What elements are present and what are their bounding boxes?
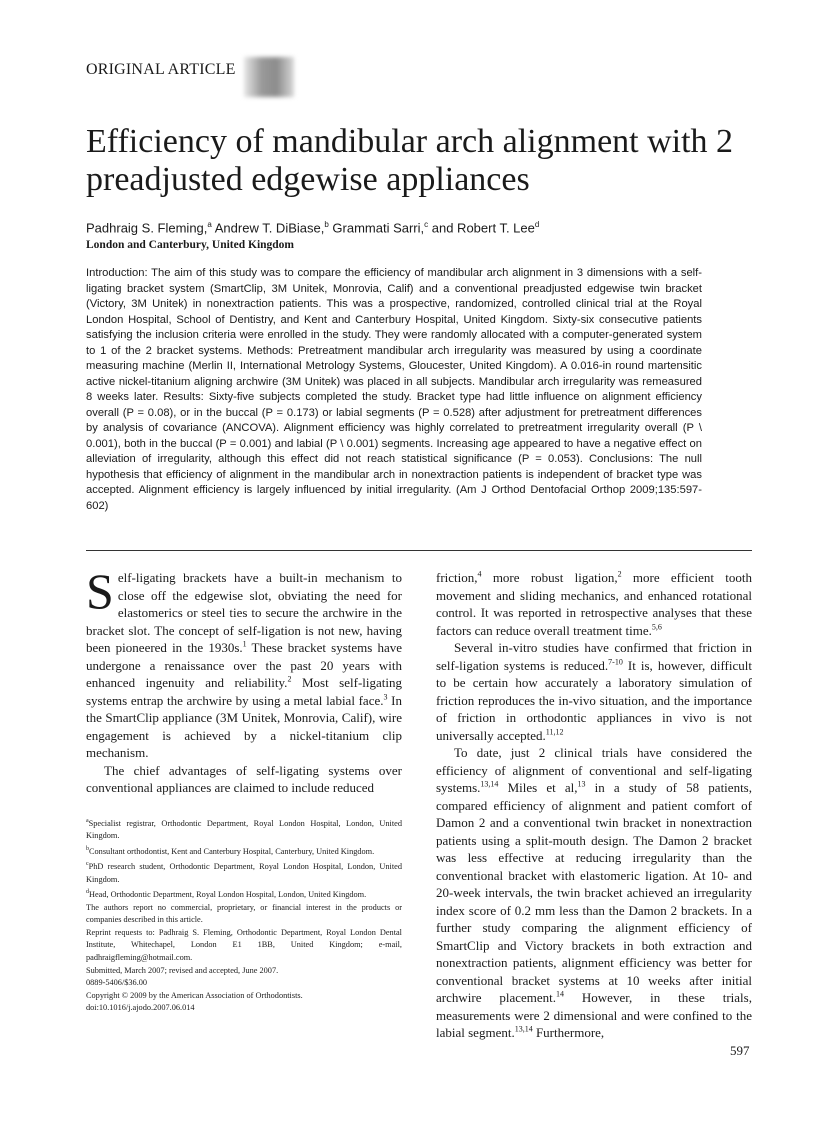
text-run: doi:10.1016/j.ajodo.2007.06.014 [86, 1003, 195, 1013]
body-paragraph [86, 563, 403, 762]
text-run: PhD research student, Orthodontic Department, Royal London Hospital, London, United Kingdom. [86, 862, 402, 884]
reference-marker: b [86, 845, 89, 852]
affiliation-marker: c [424, 220, 429, 229]
affiliation-marker: b [324, 220, 329, 229]
text-run: Specialist registrar, Orthodontic Department, Royal London Hospital, London, United Kingdom. [86, 818, 402, 841]
footnotes [86, 815, 402, 1015]
body-paragraph [86, 762, 402, 797]
text-run: 0889-5406/$36.00 [86, 978, 148, 988]
article-title: Efficiency of mandibular arch alignment with 2 preadjusted edgewise appliances [86, 123, 734, 198]
reference-marker: 2 [617, 569, 622, 579]
reference-marker: c [86, 861, 89, 868]
footnote [86, 886, 402, 901]
text-run: The chief advantages of self-ligating systems over conventional appliances are claimed to include reduced [86, 762, 402, 795]
reference-marker: 13 [577, 779, 586, 789]
abstract: Introduction: The aim of this study was to compare the efficiency of mandibular arch alignment in 3 dimensions with a self-ligating bracket system (SmartClip, 3M Unitek, Monrovia, Calif) and a conventional preadjusted edgewise twin bracket (Victory, 3M Unitek) in nonextraction patients. This was a prospective, randomized, controlled clinical trial at the Royal London Hospital, School of Dentistry, and Kent and Canterbury Hospital, United Kingdom. Sixty-six consecutive patients satisfying the inclusion criteria were enrolled in the study. They were randomly allocated with a computer-generated system to 1 of the 2 bracket systems. Methods: Pretreatment mandibular arch irregularity was measured by using a coordinate measuring machine (Merlin II, International Metrology Systems, Gloucester, United Kingdom). A 0.016-in round martensitic active nickel-titanium aligning archwire (3M Unitek) was placed in all subjects. Mandibular arch irregularity was remeasured 8 weeks later. Results: Sixty-five subjects completed the study. Bracket type had little influence on alignment efficiency overall (P = 0.08), or in the buccal (P = 0.173) or labial segments (P = 0.528) after adjustment for pretreatment differences by analysis of covariance (ANCOVA). Alignment efficiency was highly correlated to pretreatment irregularity overall (P \ 0.001), both in the buccal (P = 0.001) and labial (P \ 0.001) segments. Increasing age appeared to have a negative effect on alleviation of irregularity, although this effect did not reach statistical significance (P = 0.053). Conclusions: The null hypothesis that efficiency of alignment in the mandibular arch in nonextraction patients is independent of bracket type was accepted. Alignment efficiency is largely influenced by initial irregularity. (Am J Orthod Dentofacial Orthop 2009;135:597-602) [86, 267, 702, 512]
text-run: Several in-vitro studies have confirmed that friction in self-ligation systems is reduced. [436, 640, 752, 673]
author-name: Grammati Sarri, [328, 220, 425, 236]
affiliation-marker: d [534, 220, 540, 229]
text-run: Copyright © 2009 by the American Association of Orthodontists. [86, 990, 303, 1000]
body-paragraph [436, 569, 752, 639]
reference-marker: a [86, 818, 89, 824]
reference-marker: 14 [556, 989, 565, 999]
text-run: To date, just 2 clinical trials have considered the efficiency of alignment of conventional and self-ligating systems. [436, 745, 752, 795]
author-name: Padhraig S. Fleming, [86, 220, 208, 236]
text-run: Reprint requests to: Padhraig S. Fleming, Orthodontic Department, Royal London Dental Institute, Whitechapel, London E1 1BB, United Kingdom; e-mail, padhraigfleming@hotmail.com. [86, 927, 402, 962]
section-label: ORIGINAL ARTICLE [86, 61, 236, 78]
text-run: The authors report no commercial, proprietary, or financial interest in the products or companies described in this article. [86, 902, 402, 925]
text-run: friction, [436, 570, 478, 585]
text-run: more efficient tooth movement and sliding mechanics, and enhanced rotational control. It was reported in retrospective analyses that these factors can reduce overall treatment time. [436, 570, 752, 638]
text-run: Furthermore, [532, 1025, 605, 1040]
text-run: in a study of 58 patients, compared efficiency of alignment and patient comfort of Damon 2 and a conventional twin bracket in nonextraction patients using a split-mouth design. The Damon 2 bracket was less effective at reducing irregularity than the conventional bracket with elastomeric ligation. At 10- and 20-week intervals, the twin bracket achieved an irregularity index score of 0.2 mm less than the Damon 2 brackets. In a further study comparing the alignment efficiency of SmartClip and Victory brackets in both extraction and nonextraction patients, alignment efficiency was better for conventional bracket systems at 10 weeks after initial archwire placement. [436, 780, 752, 1005]
text-run: In the SmartClip appliance (3M Unitek, Monrovia, Calif), wire engagement is achieved by a nickel-titanium clip mechanism. [86, 692, 402, 760]
author-affiliation: London and Canterbury, United Kingdom [86, 239, 295, 251]
body-column-left [86, 563, 403, 797]
affiliation-marker: a [207, 220, 212, 229]
page-number: 597 [730, 1043, 750, 1058]
abstract-divider [86, 550, 752, 551]
body-paragraph [436, 639, 752, 744]
footnote [86, 1002, 402, 1015]
body-paragraph [436, 744, 752, 1042]
footnote [86, 815, 402, 843]
footnote [86, 843, 402, 858]
footnote [86, 927, 402, 965]
text-run: Miles et al, [498, 780, 578, 795]
text-run: Submitted, March 2007; revised and accepted, June 2007. [86, 965, 279, 975]
text-run: Head, Orthodontic Department, Royal London Hospital, London, United Kingdom. [89, 890, 367, 900]
footnote [86, 965, 402, 978]
reference-marker: 13,14 [480, 779, 499, 789]
author-name: and Robert T. Lee [428, 220, 535, 236]
reference-marker: 11,12 [545, 727, 564, 737]
footnote [86, 858, 402, 886]
text-run: However, in these trials, measurements were 2 dimensional and were confined to the labial segment. [436, 990, 752, 1040]
footnote [86, 977, 402, 990]
reference-marker: 5,6 [651, 622, 662, 632]
reference-marker: 4 [477, 569, 482, 579]
footnote [86, 990, 402, 1003]
text-run: It is, however, difficult to be certain how accurately a laboratory simulation of friction reproduces the in-vivo situation, and the importance of friction in orthodontic appliances in vivo is not universally accepted. [436, 657, 752, 743]
text-run: Consultant orthodontist, Kent and Canterbury Hospital, Canterbury, United Kingdom. [89, 846, 375, 856]
text-run: more robust ligation, [481, 570, 618, 585]
footnote [86, 902, 402, 927]
drop-cap: S [86, 563, 114, 619]
reference-marker: 2 [287, 674, 292, 684]
author-list [86, 220, 539, 235]
reference-marker: 3 [383, 692, 388, 702]
text-run: These bracket systems have undergone a renaissance over the past 20 years with enhanced ingenuity and reliability. [86, 640, 402, 690]
reference-marker: 13,14 [514, 1024, 533, 1034]
reference-marker: d [86, 889, 89, 896]
text-run: Most self-ligating systems entrap the archwire by using a metal labial face. [86, 675, 403, 708]
reference-marker: 7-10 [608, 657, 623, 667]
text-run: elf-ligating brackets have a built-in mechanism to close off the edgewise slot, obviating the need for elastomerics or steel ties to secure the archwire in the bracket slot. The concept of self-ligation is not new, having been pioneered in the 1930s. [86, 570, 402, 655]
section-label-shade [244, 57, 294, 97]
reference-marker: 1 [242, 639, 247, 649]
body-column-right [436, 569, 752, 1042]
author-name: Andrew T. DiBiase, [211, 220, 325, 236]
